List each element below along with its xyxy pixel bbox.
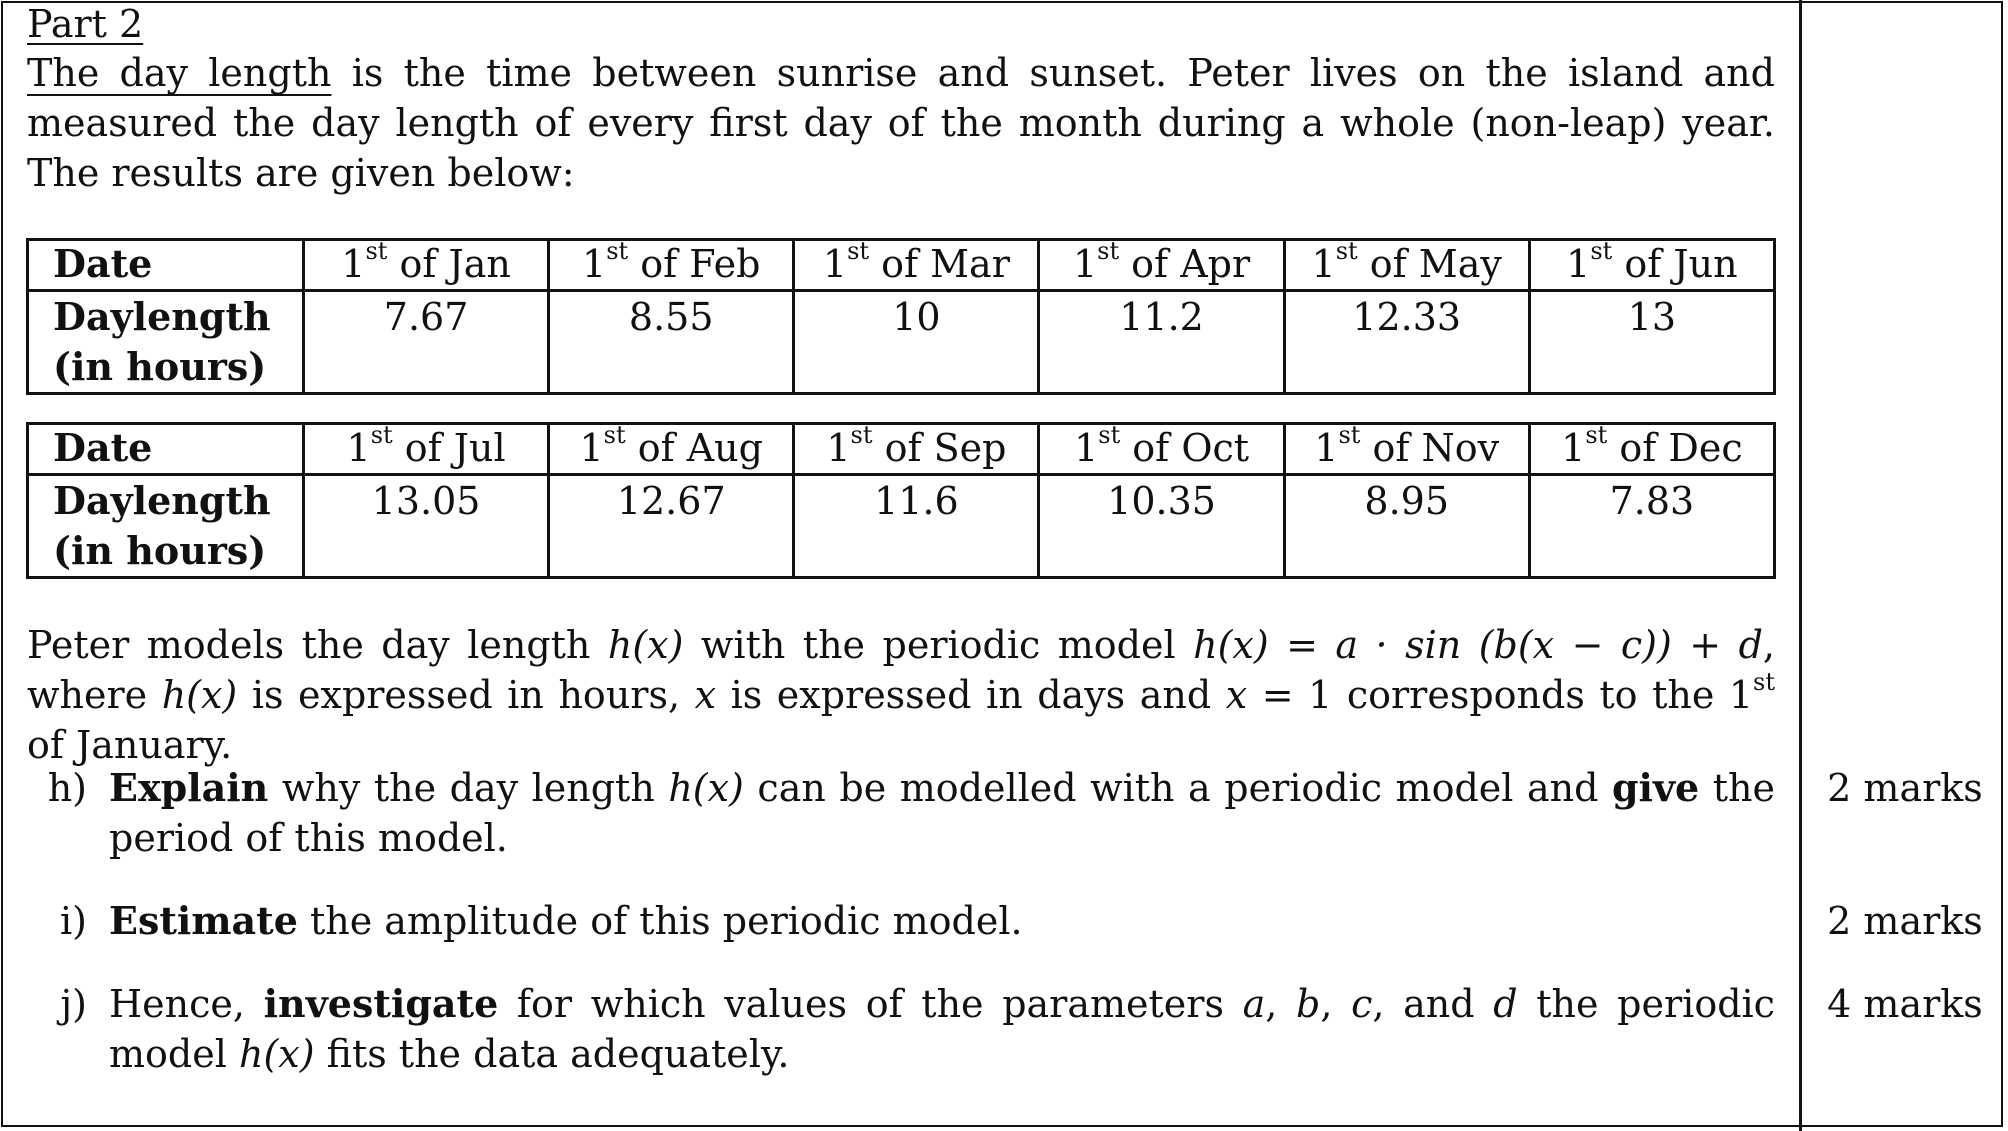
table-row-dates [28, 240, 1775, 291]
question-label: h) [47, 766, 87, 810]
date-cell: 1st of Sep [794, 424, 1039, 475]
value-cell: 13 [1529, 291, 1774, 394]
table-row-dates [28, 424, 1775, 475]
date-cell: 1st of Feb [549, 240, 794, 291]
question-h [27, 763, 1775, 863]
value-cell: 10.35 [1039, 475, 1284, 578]
date-cell: 1st of Mar [794, 240, 1039, 291]
question-text: Explain why the day length h(x) can be modelled with a periodic model and give the period of this model. [109, 765, 1776, 860]
table-row-daylength [28, 475, 1775, 578]
model-formula: h(x) = a · sin (b(x − c)) + d [1193, 623, 1763, 667]
daylength-table-jan-jun [26, 238, 1776, 395]
marks-h: 2 marks [1827, 766, 1983, 810]
value-cell: 11.2 [1039, 291, 1284, 394]
intro-paragraph [27, 48, 1775, 198]
date-cell: 1st of Nov [1284, 424, 1529, 475]
date-cell: 1st of Jun [1529, 240, 1774, 291]
value-cell: 13.05 [304, 475, 549, 578]
value-cell: 11.6 [794, 475, 1039, 578]
table-row-daylength [28, 291, 1775, 394]
question-i [27, 896, 1775, 946]
date-header: Date [28, 240, 304, 291]
value-cell: 12.67 [549, 475, 794, 578]
term-day-length: The day length [27, 51, 332, 95]
value-cell: 12.33 [1284, 291, 1529, 394]
daylength-header: Daylength (in hours) [28, 475, 304, 578]
intro-text: is the time between sunrise and sunset. Peter lives on the island and measured the day length of every first day of the month during a whole (non-leap) year. The results are given below: [27, 51, 1775, 195]
daylength-table-jul-dec [26, 422, 1776, 579]
question-j [27, 979, 1775, 1079]
question-label: j) [60, 982, 87, 1026]
date-cell: 1st of Dec [1529, 424, 1774, 475]
value-cell: 7.67 [304, 291, 549, 394]
date-header: Date [28, 424, 304, 475]
date-cell: 1st of Jan [304, 240, 549, 291]
date-cell: 1st of May [1284, 240, 1529, 291]
marks-i: 2 marks [1827, 899, 1983, 943]
date-cell: 1st of Jul [304, 424, 549, 475]
part-title: Part 2 [27, 2, 144, 46]
value-cell: 8.95 [1284, 475, 1529, 578]
value-cell: 8.55 [549, 291, 794, 394]
daylength-header: Daylength (in hours) [28, 291, 304, 394]
value-cell: 10 [794, 291, 1039, 394]
question-label: i) [60, 899, 87, 943]
question-text: Estimate the amplitude of this periodic model. [109, 898, 1023, 943]
marks-j: 4 marks [1827, 982, 1983, 1026]
value-cell: 7.83 [1529, 475, 1774, 578]
model-paragraph: Peter models the day length h(x) with the periodic model h(x) = a · sin (b(x − c)) + d, where h(x) is expressed in hours, x is expressed in days and x = 1 corresponds to the 1st of January. [27, 623, 1776, 767]
date-cell: 1st of Oct [1039, 424, 1284, 475]
question-text: Hence, investigate for which values of the parameters a, b, c, and d the periodic model h(x) fits the data adequately. [109, 981, 1775, 1076]
date-cell: 1st of Aug [549, 424, 794, 475]
marks-column-divider [1799, 0, 1802, 1131]
date-cell: 1st of Apr [1039, 240, 1284, 291]
